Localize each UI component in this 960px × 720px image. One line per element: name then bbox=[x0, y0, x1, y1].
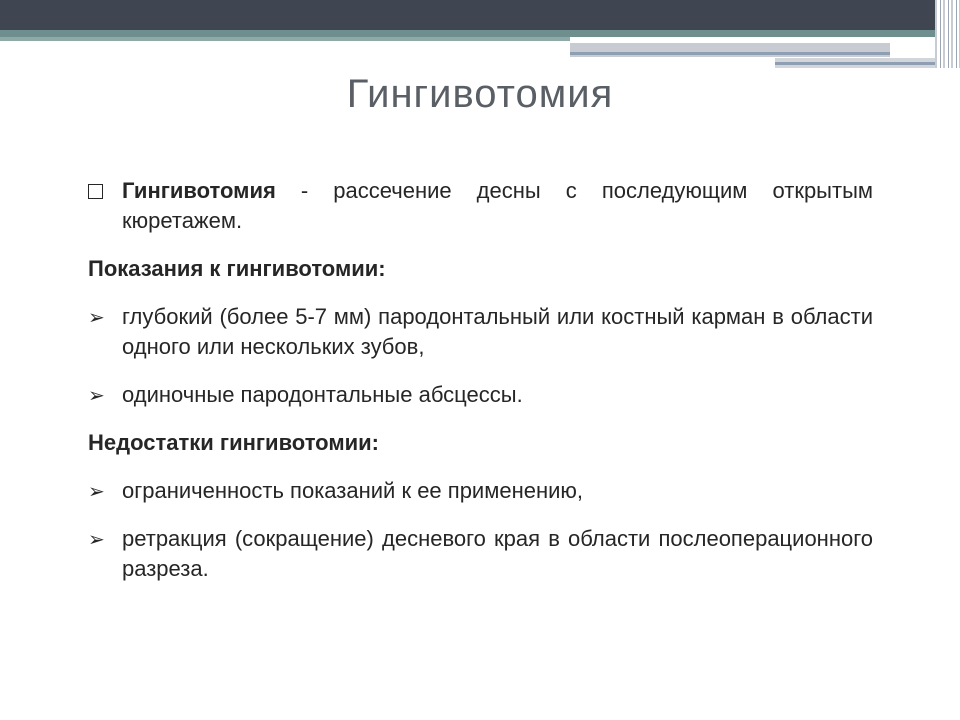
definition-term: Гингивотомия bbox=[122, 178, 276, 203]
arrow-bullet-icon: ➢ bbox=[88, 529, 105, 551]
definition-text: - рассечение десны с последующим открытым кюретажем. bbox=[122, 178, 873, 233]
arrow-bullet-icon: ➢ bbox=[88, 307, 105, 329]
header-dark-bar bbox=[0, 0, 935, 30]
header-blue-line bbox=[570, 52, 890, 55]
arrow-bullet-icon: ➢ bbox=[88, 385, 105, 407]
header-teal-bar bbox=[0, 30, 935, 37]
drawback-item bbox=[88, 524, 873, 584]
definition-item bbox=[88, 176, 873, 236]
header-decoration bbox=[0, 0, 960, 70]
header-teal-accent bbox=[0, 37, 570, 41]
indication-item bbox=[88, 302, 873, 362]
slide-title: Гингивотомия bbox=[346, 72, 614, 116]
indications-heading: Показания к гингивотомии: bbox=[88, 256, 386, 281]
indication-item bbox=[88, 380, 873, 410]
indication-text: глубокий (более 5-7 мм) пародонтальный или костный карман в области одного или нескольких зубов, bbox=[122, 304, 873, 359]
header-blue-line-small bbox=[775, 62, 935, 65]
drawback-item bbox=[88, 476, 873, 506]
drawback-text: ограниченность показаний к ее применению, bbox=[122, 478, 584, 503]
header-striped-edge bbox=[935, 0, 960, 68]
drawbacks-heading: Недостатки гингивотомии: bbox=[88, 430, 379, 455]
checkbox-square-icon bbox=[88, 176, 118, 207]
drawback-text: ретракция (сокращение) десневого края в области послеоперационного разреза. bbox=[122, 526, 873, 581]
slide-content bbox=[88, 176, 873, 602]
indication-text: одиночные пародонтальные абсцессы. bbox=[122, 382, 523, 407]
arrow-bullet-icon: ➢ bbox=[88, 481, 105, 503]
